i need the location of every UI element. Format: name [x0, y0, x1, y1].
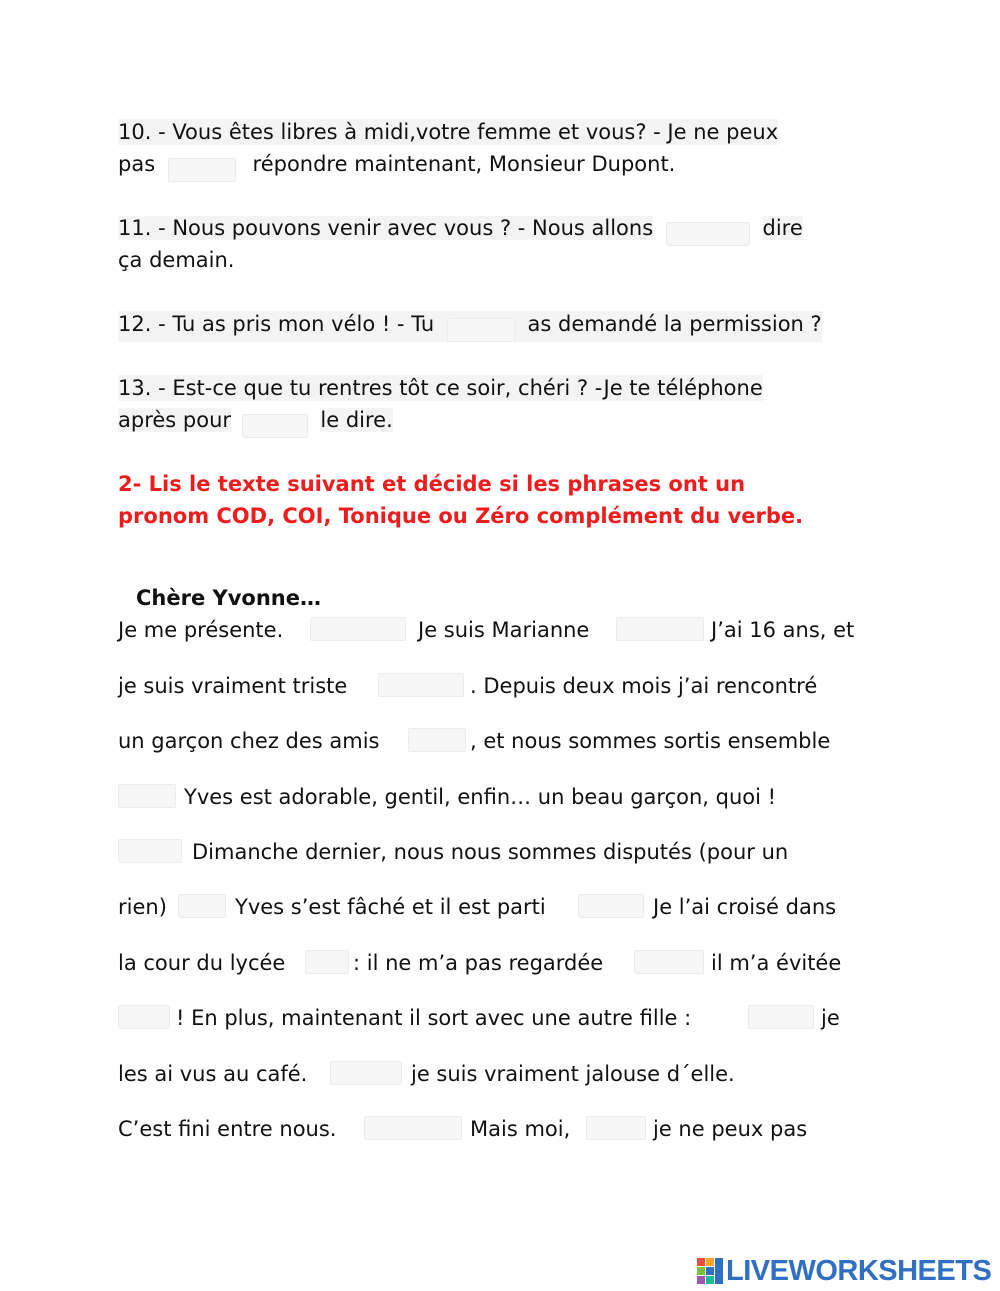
letter-line-5a: Dimanche dernier, nous nous sommes disputés (pour un [192, 840, 789, 864]
letter-line-6a: rien) [118, 895, 167, 919]
q13-answer-input[interactable] [242, 414, 308, 438]
letter-line-2a: je suis vraiment triste [118, 674, 348, 698]
letter-blank-11[interactable] [118, 1005, 170, 1029]
letter-blank-3[interactable] [378, 673, 464, 697]
letter-blank-15[interactable] [586, 1116, 646, 1140]
letter-blank-8[interactable] [578, 894, 644, 918]
letter-line-6b: Yves s’est fâché et il est parti [235, 895, 546, 919]
q11-answer-input[interactable] [666, 222, 750, 246]
letter-blank-7[interactable] [178, 894, 226, 918]
letter-line-7c: il m’a évitée [711, 951, 842, 975]
q13-pre: après pour [118, 408, 232, 432]
letter-blank-4[interactable] [408, 728, 466, 752]
q13-line2 [118, 407, 393, 438]
letter-blank-14[interactable] [364, 1116, 462, 1140]
letter-line-8b: je [821, 1006, 840, 1030]
letter-greeting: Chère Yvonne… [136, 586, 321, 610]
letter-line-7b: : il ne m’a pas regardée [353, 951, 604, 975]
letter-line-3a: un garçon chez des amis [118, 729, 380, 753]
q10-line2 [118, 151, 675, 182]
letter-line-7a: la cour du lycée [118, 951, 286, 975]
q11-post: dire [762, 216, 803, 240]
letter-blank-13[interactable] [330, 1061, 402, 1085]
letter-line-1a: Je me présente. [118, 618, 284, 642]
q11-line1 [118, 215, 803, 246]
q12-line [118, 311, 822, 342]
q13-line1: 13. - Est-ce que tu rentres tôt ce soir, chéri ? -Je te téléphone [118, 376, 763, 400]
q11-pre: 11. - Nous pouvons venir avec vous ? - Nous allons [118, 216, 654, 240]
letter-line-8a: ! En plus, maintenant il sort avec une autre fille : [176, 1006, 692, 1030]
letter-line-2b: . Depuis deux mois j’ai rencontré [470, 674, 818, 698]
liveworksheets-logo-icon [697, 1258, 723, 1284]
exercise2-title-line2: pronom COD, COI, Tonique ou Zéro complément du verbe. [118, 504, 804, 528]
letter-blank-1[interactable] [310, 617, 406, 641]
q12-pre: 12. - Tu as pris mon vélo ! - Tu [118, 312, 435, 336]
letter-blank-12[interactable] [748, 1005, 814, 1029]
q13-post: le dire. [320, 408, 393, 432]
letter-line-3b: , et nous sommes sortis ensemble [470, 729, 831, 753]
letter-line-4a: Yves est adorable, gentil, enfin… un beau garçon, quoi ! [184, 785, 777, 809]
liveworksheets-logo[interactable] [697, 1253, 991, 1289]
letter-line-9b: je suis vraiment jalouse d´elle. [411, 1062, 735, 1086]
q11-line2: ça demain. [118, 248, 235, 272]
q10-answer-input[interactable] [168, 158, 236, 182]
letter-blank-10[interactable] [634, 950, 704, 974]
letter-line-1b: Je suis Marianne [418, 618, 590, 642]
letter-line-10c: je ne peux pas [653, 1117, 808, 1141]
liveworksheets-logo-text: LIVEWORKSHEETS [726, 1254, 992, 1287]
letter-blank-2[interactable] [616, 617, 704, 641]
exercise2-title-line1: 2- Lis le texte suivant et décide si les phrases ont un [118, 472, 746, 496]
q12-answer-input[interactable] [447, 318, 515, 342]
q10-post: répondre maintenant, Monsieur Dupont. [252, 152, 676, 176]
letter-line-10b: Mais moi, [470, 1117, 571, 1141]
letter-blank-5[interactable] [118, 784, 176, 808]
letter-blank-6[interactable] [118, 839, 182, 863]
letter-line-9a: les ai vus au café. [118, 1062, 308, 1086]
q10-pre: pas [118, 152, 156, 176]
q10-line1: 10. - Vous êtes libres à midi,votre femme et vous? - Je ne peux [118, 120, 779, 144]
q12-post: as demandé la permission ? [527, 312, 822, 336]
letter-blank-9[interactable] [305, 950, 349, 974]
letter-line-1c: J’ai 16 ans, et [711, 618, 855, 642]
letter-line-10a: C’est fini entre nous. [118, 1117, 337, 1141]
letter-line-6c: Je l’ai croisé dans [653, 895, 837, 919]
